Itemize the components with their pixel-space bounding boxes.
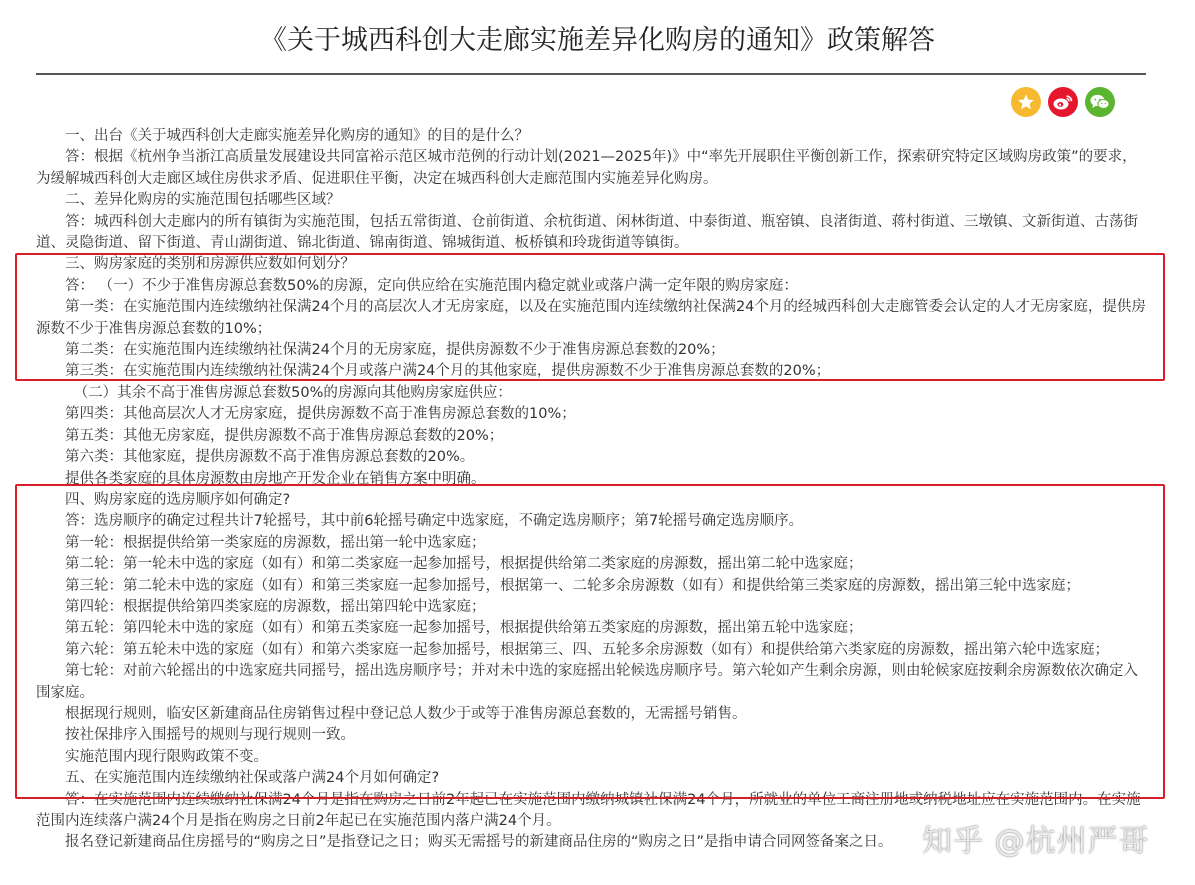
question-5: 五、在实施范围内连续缴纳社保或落户满24个月如何确定? (65, 770, 440, 787)
answer-3-part-2: （二）其余不高于准售房源总套数50%的房源向其他购房家庭供应： (73, 384, 512, 401)
title-divider (36, 73, 1146, 75)
answer-4: 答：选房顺序的确定过程共计7轮摇号，其中前6轮摇号确定中选家庭，不确定选房顺序；第7轮摇号确定选房顺序。 (65, 513, 804, 530)
question-1: 一、出台《关于城西科创大走廊实施差异化购房的通知》的目的是什么？ (65, 128, 529, 144)
share-bar (1011, 87, 1115, 117)
round-6: 第六轮：第五轮未中选的家庭（如有）和第六类家庭一起参加摇号，根据第三、四、五轮多余房源数（如有）和提供给第六类家庭的房源数，摇出第六轮中选家庭； (65, 641, 1109, 658)
watermark: 知乎 @杭州严哥 (922, 824, 1150, 859)
rule-note-1: 根据现行规则，临安区新建商品住房销售过程中登记总人数少于或等于准售房源总套数的，无需摇号销售。 (65, 705, 747, 722)
category-1: 第一类：在实施范围内连续缴纳社保满24个月的高层次人才无房家庭，以及在实施范围内连续缴纳社保满24个月的经城西科创大走廊管委会认定的人才无房家庭，提供房源数不少于准售房源总套数的10%； (36, 299, 1146, 337)
question-4: 四、购房家庭的选房顺序如何确定? (65, 491, 291, 508)
weibo-icon[interactable] (1048, 87, 1078, 117)
category-6: 第六类：其他家庭，提供房源数不高于准售房源总套数的20%。 (65, 449, 475, 466)
answer-3-part-1: 答： （一）不少于准售房源总套数50%的房源，定向供应给在实施范围内稳定就业或落户满一定年限的购房家庭： (65, 277, 798, 294)
round-7: 第七轮：对前六轮摇出的中选家庭共同摇号，摇出选房顺序号；并对未中选的家庭摇出轮候选房顺序号。第六轮如产生剩余房源，则由轮候家庭按剩余房源数依次确定入围家庭。 (36, 663, 1138, 701)
category-note: 提供各类家庭的具体房源数由房地产开发企业在销售方案中明确。 (65, 470, 486, 487)
question-3: 三、购房家庭的类别和房源供应数如何划分？ (65, 256, 355, 273)
round-1: 第一轮：根据提供给第一类家庭的房源数，摇出第一轮中选家庭； (65, 534, 486, 551)
answer-5-note: 报名登记新建商品住房摇号的“购房之日”是指登记之日；购买无需摇号的新建商品住房的“购房之日”是指申请合同网签备案之日。 (65, 834, 893, 851)
favorite-star-icon[interactable] (1011, 87, 1041, 117)
round-4: 第四轮：根据提供给第四类家庭的房源数，摇出第四轮中选家庭； (65, 598, 486, 615)
round-3: 第三轮：第二轮未中选的家庭（如有）和第三类家庭一起参加摇号，根据第一、二轮多余房源数（如有）和提供给第三类家庭的房源数，摇出第三轮中选家庭； (65, 577, 1080, 594)
round-2: 第二轮：第一轮未中选的家庭（如有）和第二类家庭一起参加摇号，根据提供给第二类家庭的房源数，摇出第二轮中选家庭； (65, 556, 863, 573)
policy-qa-body (36, 126, 1151, 854)
rule-note-3: 实施范围内现行限购政策不变。 (65, 748, 268, 765)
answer-5: 答：在实施范围内连续缴纳社保满24个月是指在购房之日前2年起已在实施范围内缴纳城镇社保满24个月，所就业的单位工商注册地或纳税地址应在实施范围内。在实施范围内连续落户满24个月是指在购房之日前2年起已在实施范围内落户满24个月。 (36, 791, 1141, 829)
answer-2: 答：城西科创大走廊内的所有镇街为实施范围，包括五常街道、仓前街道、余杭街道、闲林街道、中泰街道、瓶窑镇、良渚街道、蒋村街道、三墩镇、文新街道、古荡街道、灵隐街道、留下街道、青山湖街道、锦北街道、锦南街道、锦城街道、板桥镇和玲珑街道等镇街。 (36, 213, 1138, 252)
category-5: 第五类：其他无房家庭，提供房源数不高于准售房源总套数的20%； (65, 427, 504, 444)
rule-note-2: 按社保排序入围摇号的规则与现行规则一致。 (65, 727, 355, 744)
category-4: 第四类：其他高层次人才无房家庭，提供房源数不高于准售房源总套数的10%； (65, 406, 576, 423)
page-title: 《关于城西科创大走廊实施差异化购房的通知》政策解答 (260, 25, 935, 56)
answer-1: 答：根据《杭州争当浙江高质量发展建设共同富裕示范区城市范例的行动计划(2021—2025年)》中“率先开展职住平衡创新工作，探索研究特定区域购房政策”的要求，为缓解城西科创大走廊区域住房供求矛盾、促进职住平衡，决定在城西科创大走廊范围内实施差异化购房。 (36, 149, 1137, 187)
round-5: 第五轮：第四轮未中选的家庭（如有）和第五类家庭一起参加摇号，根据提供给第五类家庭的房源数，摇出第五轮中选家庭； (65, 620, 863, 637)
wechat-icon[interactable] (1085, 87, 1115, 117)
question-2: 二、差异化购房的实施范围包括哪些区域？ (65, 192, 341, 209)
category-3: 第三类：在实施范围内连续缴纳社保满24个月或落户满24个月的其他家庭，提供房源数不少于准售房源总套数的20%； (65, 363, 831, 380)
category-2: 第二类：在实施范围内连续缴纳社保满24个月的无房家庭，提供房源数不少于准售房源总套数的20%； (65, 342, 725, 359)
